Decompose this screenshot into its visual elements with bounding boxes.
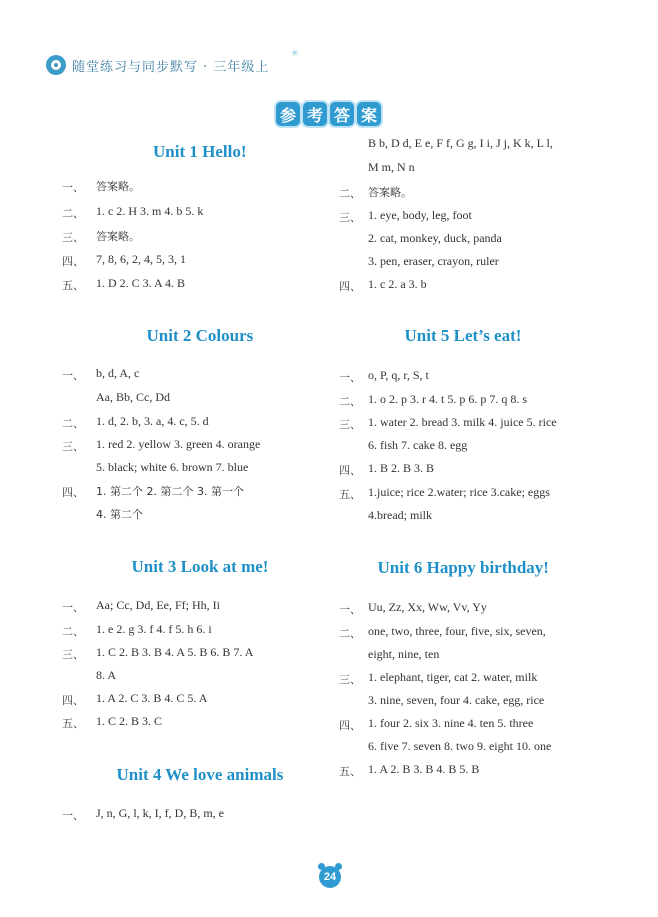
question-number: 二、 <box>339 187 361 200</box>
answer-line: 1. four 2. six 3. nine 4. ten 5. three <box>368 716 534 730</box>
question-number: 一、 <box>62 601 84 614</box>
answer-line: 3. pen, eraser, crayon, ruler <box>368 254 499 268</box>
answer-line: 1. eye, body, leg, foot <box>368 208 472 222</box>
answer-line: 8. A <box>96 668 117 682</box>
question-number: 三、 <box>339 211 361 224</box>
question-number: 一、 <box>62 809 84 822</box>
answer-line: 1. e 2. g 3. f 4. f 5. h 6. i <box>96 622 212 636</box>
answer-line: 2. cat, monkey, duck, panda <box>368 231 502 245</box>
answer-line: 6. five 7. seven 8. two 9. eight 10. one <box>368 739 552 753</box>
answer-line: Uu, Zz, Xx, Ww, Vv, Yy <box>368 600 487 614</box>
answer-line: 1. c 2. a 3. b <box>368 277 427 291</box>
title-char: 参 <box>276 102 300 126</box>
answer-line: 1. red 2. yellow 3. green 4. orange <box>96 437 261 451</box>
question-number: 五、 <box>62 717 84 730</box>
title-char: 考 <box>303 102 327 126</box>
unit-title: Unit 2 Colours <box>146 326 254 345</box>
question-number: 一、 <box>62 181 84 194</box>
question-number: 四、 <box>339 464 361 477</box>
answer-line: 1. A 2. B 3. B 4. B 5. B <box>368 762 480 776</box>
answer-line: 1. c 2. H 3. m 4. b 5. k <box>96 204 204 218</box>
title-char: 案 <box>357 102 381 126</box>
unit-title: Unit 5 Let’s eat! <box>404 326 522 345</box>
answer-line: b, d, A, c <box>96 366 140 380</box>
question-number: 三、 <box>339 673 361 686</box>
answer-line: 1. water 2. bread 3. milk 4. juice 5. rice <box>368 415 557 429</box>
question-number: 三、 <box>339 418 361 431</box>
question-number: 三、 <box>62 648 84 661</box>
question-number: 一、 <box>62 369 84 382</box>
answer-line: 1. A 2. C 3. B 4. C 5. A <box>96 691 208 705</box>
question-number: 四、 <box>62 255 84 268</box>
answer-line: 3. nine, seven, four 4. cake, egg, rice <box>368 693 545 707</box>
answer-line: 1. C 2. B 3. C <box>96 714 163 728</box>
title-char: 答 <box>330 102 354 126</box>
answer-line: 1. D 2. C 3. A 4. B <box>96 276 186 290</box>
question-number: 五、 <box>339 765 361 778</box>
question-number: 五、 <box>62 279 84 292</box>
star-icon: ✳ <box>291 48 299 58</box>
question-number: 四、 <box>62 486 84 499</box>
answer-line: 1. B 2. B 3. B <box>368 461 435 475</box>
answer-line: 答案略。 <box>96 230 140 243</box>
unit-title: Unit 6 Happy birthday! <box>377 558 549 577</box>
answer-line: 答案略。 <box>368 186 412 199</box>
page-title <box>276 102 381 126</box>
question-number: 五、 <box>339 488 361 501</box>
question-number: 三、 <box>62 440 84 453</box>
page-header <box>46 48 299 76</box>
answer-line: eight, nine, ten <box>368 647 440 661</box>
answer-line: one, two, three, four, five, six, seven, <box>368 624 546 638</box>
answer-line: 5. black; white 6. brown 7. blue <box>96 460 249 474</box>
answer-line: Aa; Cc, Dd, Ee, Ff; Hh, Ii <box>96 598 220 612</box>
answer-line: Aa, Bb, Cc, Dd <box>96 390 170 404</box>
answer-line: M m, N n <box>368 160 415 174</box>
answer-line: J, n, G, l, k, I, f, D, B, m, e <box>96 806 224 820</box>
question-number: 二、 <box>339 395 361 408</box>
header-text: 随堂练习与同步默写 · 三年级上 <box>72 59 270 75</box>
answer-line: 1. o 2. p 3. r 4. t 5. p 6. p 7. q 8. s <box>368 392 527 406</box>
question-number: 三、 <box>62 231 84 244</box>
question-number: 一、 <box>339 603 361 616</box>
answer-line: 4. 第二个 <box>96 508 143 521</box>
question-number: 二、 <box>62 625 84 638</box>
question-number: 一、 <box>339 371 361 384</box>
answer-line: 6. fish 7. cake 8. egg <box>368 438 468 452</box>
answer-line: 1. d, 2. b, 3. a, 4. c, 5. d <box>96 414 209 428</box>
answer-line: 答案略。 <box>96 180 140 193</box>
question-number: 四、 <box>339 280 361 293</box>
question-number: 四、 <box>339 719 361 732</box>
answer-line: B b, D d, E e, F f, G g, I i, J j, K k, L l, <box>368 136 553 150</box>
answer-line: 1. 第二个 2. 第二个 3. 第一个 <box>96 485 244 498</box>
book-logo-icon <box>46 55 66 75</box>
answer-line: 1.juice; rice 2.water; rice 3.cake; eggs <box>368 485 550 499</box>
answer-line: 7, 8, 6, 2, 4, 5, 3, 1 <box>96 252 186 266</box>
unit-title: Unit 4 We love animals <box>116 765 284 784</box>
unit-title: Unit 1 Hello! <box>153 142 247 161</box>
question-number: 二、 <box>339 627 361 640</box>
answer-line: 1. elephant, tiger, cat 2. water, milk <box>368 670 538 684</box>
unit-title: Unit 3 Look at me! <box>131 557 269 576</box>
page-number: 24 <box>319 866 341 888</box>
question-number: 二、 <box>62 207 84 220</box>
answer-line: 4.bread; milk <box>368 508 432 522</box>
answer-line: o, P, q, r, S, t <box>368 368 429 382</box>
question-number: 二、 <box>62 417 84 430</box>
question-number: 四、 <box>62 694 84 707</box>
answer-line: 1. C 2. B 3. B 4. A 5. B 6. B 7. A <box>96 645 254 659</box>
